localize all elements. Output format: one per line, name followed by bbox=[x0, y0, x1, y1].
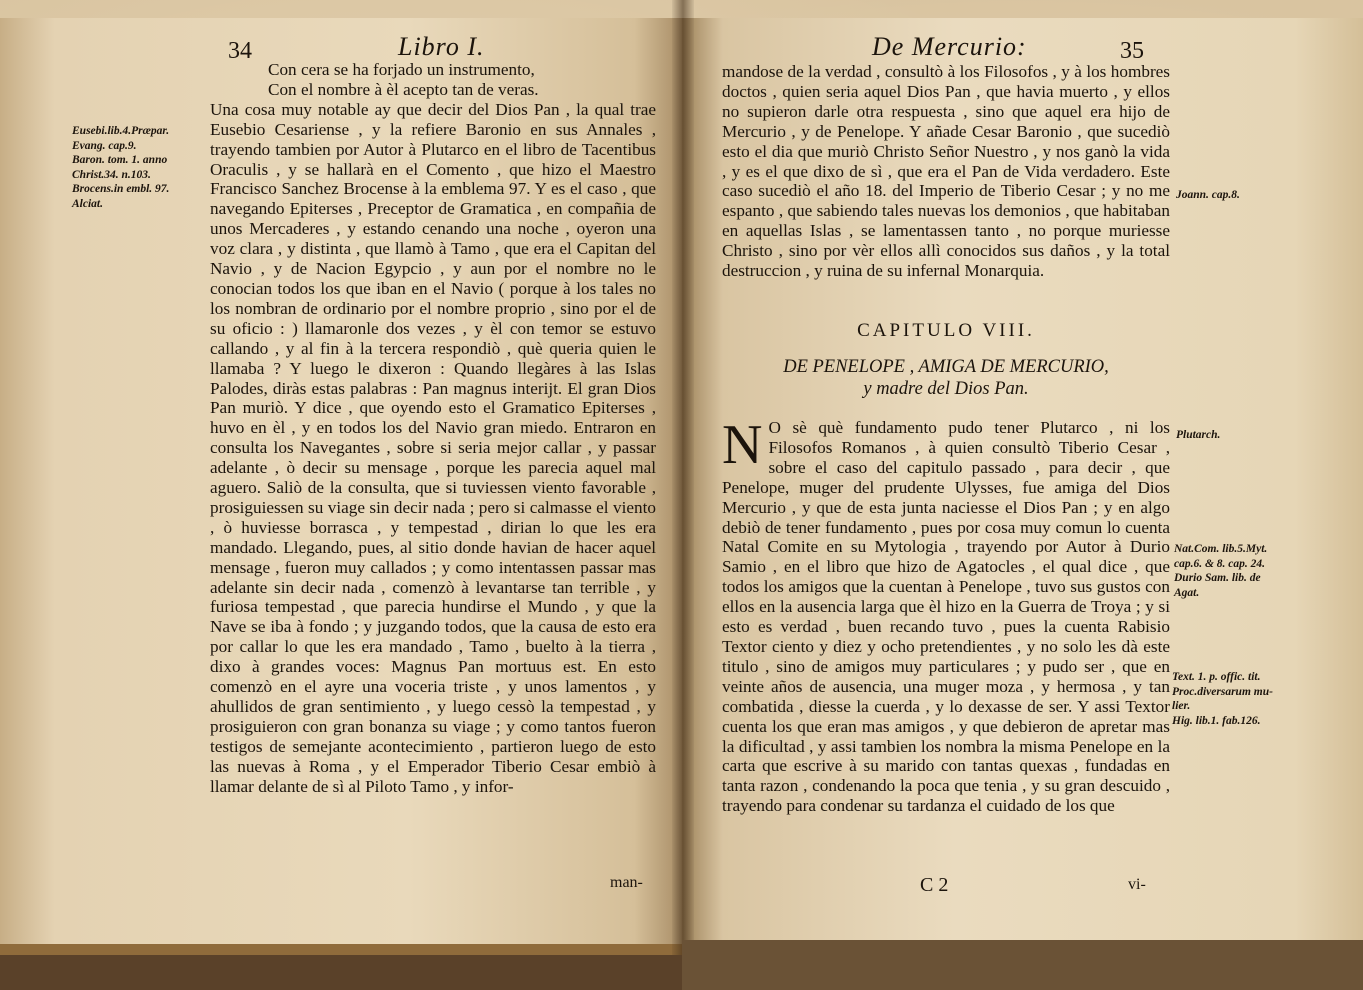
page-edge-left bbox=[0, 955, 682, 990]
running-head-right: De Mercurio: bbox=[872, 32, 1027, 61]
chapter-subtitle-line: y madre del Dios Pan. bbox=[863, 379, 1029, 399]
margin-notes-natcom bbox=[1174, 542, 1314, 600]
right-body-top bbox=[722, 62, 1170, 281]
chapter-subtitle bbox=[722, 356, 1170, 400]
catchword-right: vi- bbox=[1128, 876, 1146, 893]
margin-notes-left bbox=[72, 124, 202, 211]
book-gutter bbox=[672, 0, 694, 990]
margin-note: Text. 1. p. offic. tit. bbox=[1172, 671, 1261, 683]
body-paragraph: O sè què fundamento pudo tener Plutarco , ni los Filosofos Romanos , à quien consultò Tiberio Cesar , sobre el caso del capitulo passado , para decir , que Penelope, muger del prudente Ulysses, fue amiga del Dios Mercurio , y que de esta junta naciesse el Dios Pan ; y en algo debiò de tener fundamento , pues por cosa muy comun lo cuenta Natal Comite en su Mytologia , trayendo por Autor à Durio Samio , en el libro que hizo de Agatocles , el qual dice , que todos los amigos que la cuentan à Penelope , tuvo sus gustos con ellos en la ausencia larga que èl hizo en la Guerra de Troya ; y si esto es verdad , buen recando tuvo , pues la cuenta Rabisio Textor ciento y diez y ocho pretendientes , y no solo les dà este titulo , sino de amigos muy particulares ; y pudo ser , que en veinte años de ausencia, una muger moza , y hermosa , y tan combatida , diesse la cuerda , y lo dexasse de ser. Y assi Textor cuenta los que eran mas amigos , y que debieron de apretar mas la dificultad , y assi tambien los nombra la misma Penelope en la carta que escrive à su marido con tantas quexas , fundadas en tanta razon , condenando la poca que tenia , y su gran descuido , trayendo para condenar su tardanza el cuidado de los que bbox=[722, 418, 1170, 816]
margin-note: Alciat. bbox=[72, 197, 103, 210]
body-paragraph: mandose de la verdad , consultò à los Filosofos , y à los hombres doctos , quien seria aquel Dios Pan , que havia muerto , y ellos no supieron darle otra respuesta , sino que aquel era hijo de Mercurio , y de Penelope. Y añade Cesar Baronio , que sucediò esto el dia que muriò Christo Señor Nuestro , y nos ganò la vida , y es el que dixo de sì , que era el Pan de Vida verdadero. Este caso sucediò el año 18. del Imperio de Tiberio Cesar ; y no me espanto , que sabiendo tales nuevas los demonios , que habitaban en aquellas Islas , se lamentassen tanto , no porque muriesse Christo , sino por vèr ellos allì conocidos sus daños , y la total destruccion , y ruina de su infernal Monarquia. bbox=[722, 62, 1170, 281]
left-body-text bbox=[210, 60, 656, 797]
chapter-title: CAPITULO VIII. bbox=[857, 320, 1035, 341]
margin-note: cap.6. & 8. cap. 24. bbox=[1174, 557, 1266, 570]
verse-line: Con cera se ha forjado un instrumento, bbox=[268, 60, 535, 79]
margin-note: Nat.Com. lib.5.Myt. bbox=[1174, 543, 1268, 555]
verse-line: Con el nombre à èl acepto tan de veras. bbox=[268, 79, 539, 99]
margin-note: Agat. bbox=[1174, 586, 1200, 599]
margin-note: Evang. cap.9. bbox=[72, 139, 137, 152]
signature-mark: C 2 bbox=[920, 874, 949, 896]
page-number-left: 34 bbox=[228, 38, 252, 64]
margin-note-joann: Joann. cap.8. bbox=[1176, 189, 1240, 201]
margin-note: Proc.diversarum mu- bbox=[1172, 685, 1273, 698]
chapter-subtitle-line: DE PENELOPE , AMIGA DE MERCURIO, bbox=[783, 357, 1109, 377]
catchword-left: man- bbox=[610, 874, 643, 891]
left-page bbox=[0, 18, 682, 958]
margin-note: Hig. lib.1. fab.126. bbox=[1172, 714, 1261, 727]
margin-note: Christ.34. n.103. bbox=[72, 168, 151, 181]
body-paragraph: Una cosa muy notable ay que decir del Dios Pan , la qual trae Eusebio Cesariense , y la refiere Baronio en sus Annales , trayendo tambien por Autor à Plutarco en el libro de Tacentibus Oraculis , y se hallarà en el Comento , que hizo el Maestro Francisco Sanchez Brocense à la emblema 97. Y es el caso , que navegando Epiterses , Preceptor de Gramatica , en compañia de unos Mercaderes , y estando cenando una noche , oyeron una voz clara , y distinta , que llamò à Tamo , que era el Capitan del Navio , y de Nacion Egypcio , y aun por el nombre no le conocian todos los que iban en el Navio ( porque à los tales no los nombran de ordinario por el nombre proprio , sino por el de su oficio : ) llamaronle dos vezes , y èl con temor se estuvo callando , y al fin à la tercera respondiò , què queria quien le llamaba ? Y luego le dixeron : Quando llegàres à las Islas Palodes, diràs estas palabras : Pan magnus interijt. El gran Dios Pan muriò. Y dice , que oyendo esto el Gramatico Epiterses , huvo en èl , y en todos los del Navio gran miedo. Entraron en consulta los Navegantes , sobre si seria mejor callar , y passar adelante , ò decir su mensage , porque les parecia aquel mal aguero. Saliò de la consulta, que si tuviessen viento favorable , prosiguiessen su viage sin decir nada ; pero si calmasse el viento , ò huviesse borrasca , y tempestad , dirian lo que les era mandado. Llegando, pues, al sitio donde havian de hacer aquel mensage , fueron muy callados ; y como intentassen passar mas adelante sin decir nada , comenzò à levantarse tan terrible , y furiosa tempestad , que parecia hundirse el Mundo , y que la Nave se iba à fondo ; y juzgando todos, que la causa de esto era por callar lo que les era mandado , Tamo , buelto à la tierra , dixo à grandes voces: Magnus Pan mortuus est. En esto comenzò en el ayre una voceria triste , y unos lamentos , y ahullidos de gran sentimiento , y luego cessò la tempestad , y prosiguieron con gran bonanza su viage ; y como tantos fueron testigos de semejante acontecimiento , partieron luego de esto las nuevas à Roma , y el Emperador Tiberio Cesar embiò à llamar delante de sì al Piloto Tamo , y infor- bbox=[210, 99, 656, 796]
running-head-left: Libro I. bbox=[398, 32, 485, 61]
margin-note: Eusebi.lib.4.Præpar. bbox=[72, 125, 170, 137]
page-number-right: 35 bbox=[1120, 38, 1144, 64]
page-edge-right bbox=[682, 940, 1363, 990]
margin-note-plutarch: Plutarch. bbox=[1176, 429, 1221, 441]
margin-note: Baron. tom. 1. anno bbox=[72, 154, 168, 166]
drop-cap: N bbox=[722, 414, 763, 476]
right-page bbox=[682, 18, 1363, 958]
margin-note: Durio Sam. lib. de bbox=[1174, 572, 1261, 584]
right-body-bottom bbox=[722, 414, 1170, 816]
margin-notes-text bbox=[1172, 670, 1312, 728]
margin-note: Brocens.in embl. 97. bbox=[72, 183, 170, 195]
margin-note: lier. bbox=[1172, 700, 1191, 712]
